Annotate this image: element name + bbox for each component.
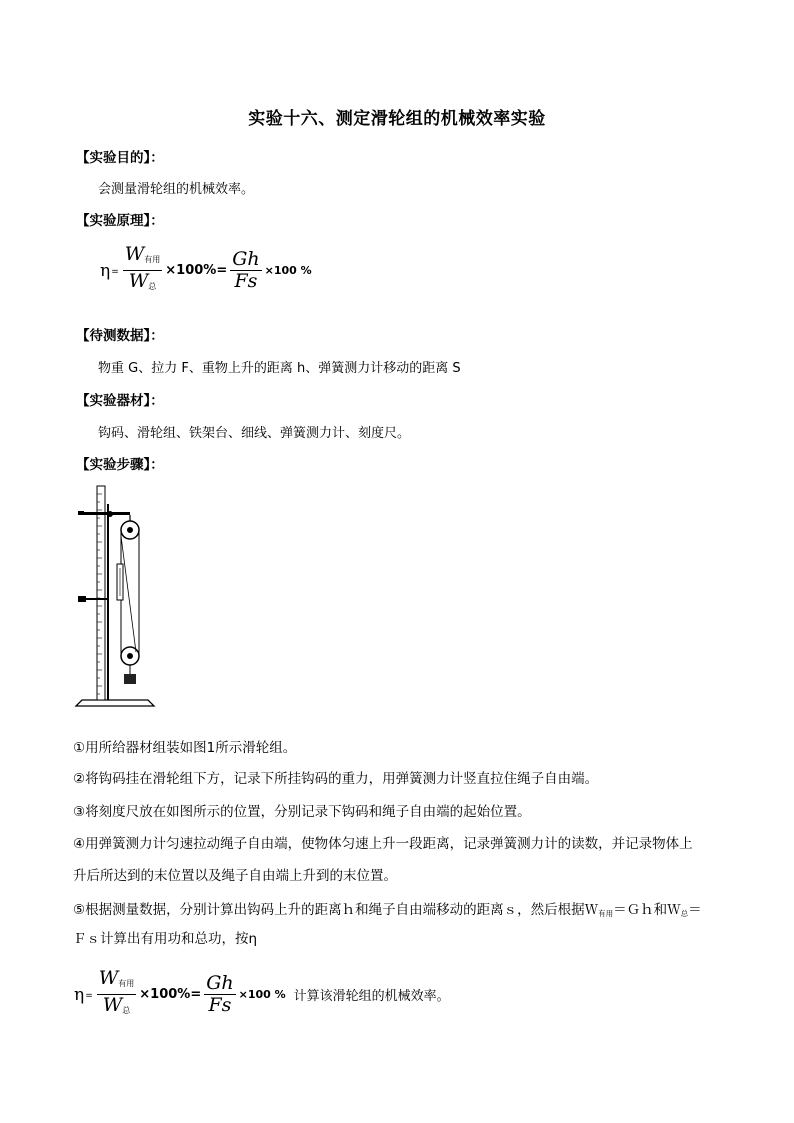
work-fraction bbox=[123, 244, 163, 297]
step-4-line-1: ④用弹簧测力计匀速拉动绳子自由端，使物体匀速上升一段距离，记录弹簧测力计的读数，并记录物体上 bbox=[73, 836, 693, 852]
times-100-equals: ×100%= bbox=[165, 263, 228, 278]
gh-fs-fraction bbox=[230, 249, 261, 292]
useful-subscript: 有用 bbox=[144, 255, 161, 264]
pulley-apparatus-figure bbox=[72, 484, 162, 714]
principle-heading: 【实验原理】： bbox=[76, 213, 164, 229]
eta-symbol: η bbox=[100, 260, 111, 281]
step-3: ③将刻度尺放在如图所示的位置，分别记录下钩码和绳子自由端的起始位置。 bbox=[73, 804, 531, 820]
equals-sign: = bbox=[111, 266, 119, 277]
gh-numerator: Gh bbox=[206, 972, 234, 994]
total-subscript: 总 bbox=[122, 1006, 131, 1015]
equipment-text: 钩码、滑轮组、铁架台、细线、弹簧测力计、刻度尺。 bbox=[98, 426, 411, 441]
times-100-percent: ×100 % bbox=[264, 264, 312, 277]
work-symbol: W bbox=[128, 270, 149, 292]
total-subscript: 总 bbox=[148, 282, 157, 291]
step-4-line-2: 升后所达到的末位置以及绳子自由端上升到的末位置。 bbox=[73, 868, 397, 884]
purpose-text: 会测量滑轮组的机械效率。 bbox=[98, 182, 255, 197]
work-fraction bbox=[97, 968, 137, 1021]
eta-symbol: η bbox=[74, 984, 85, 1005]
step-5-line-2: Ｆｓ计算出有用功和总功，按η bbox=[73, 931, 258, 947]
steps-heading: 【实验步骤】： bbox=[76, 457, 164, 473]
equals-sign: = bbox=[85, 990, 93, 1001]
data-heading: 【待测数据】： bbox=[76, 328, 164, 344]
step-2: ②将钩码挂在滑轮组下方，记录下所挂钩码的重力，用弹簧测力计竖直拉住绳子自由端。 bbox=[73, 771, 599, 787]
work-symbol: W bbox=[102, 994, 123, 1016]
work-symbol: W bbox=[124, 243, 145, 265]
fs-denominator: Fs bbox=[208, 994, 232, 1016]
work-symbol: W bbox=[98, 967, 119, 989]
page-title: 实验十六、测定滑轮组的机械效率实验 bbox=[248, 109, 546, 129]
step-1: ①用所给器材组装如图1所示滑轮组。 bbox=[73, 740, 297, 756]
useful-subscript: 有用 bbox=[118, 979, 135, 988]
efficiency-formula bbox=[74, 968, 450, 1021]
step-5-conclusion: 计算该滑轮组的机械效率。 bbox=[293, 989, 450, 1004]
step-5-line-1: ⑤根据测量数据，分别计算出钩码上升的距离ｈ和绳子自由端移动的距离ｓ，然后根据Ｗ$_{有用}$＝Ｇｈ和Ｗ$_总$＝ bbox=[73, 902, 702, 918]
fs-denominator: Fs bbox=[234, 270, 258, 292]
gh-fs-fraction bbox=[204, 973, 235, 1016]
equipment-heading: 【实验器材】： bbox=[76, 393, 164, 409]
principle-formula bbox=[100, 244, 312, 297]
times-100-equals: ×100%= bbox=[139, 987, 202, 1002]
times-100-percent: ×100 % bbox=[238, 988, 286, 1001]
data-text: 物重 G、拉力 F、重物上升的距离 h、弹簧测力计移动的距离 S bbox=[98, 361, 461, 376]
purpose-heading: 【实验目的】： bbox=[76, 150, 164, 166]
gh-numerator: Gh bbox=[232, 248, 260, 270]
